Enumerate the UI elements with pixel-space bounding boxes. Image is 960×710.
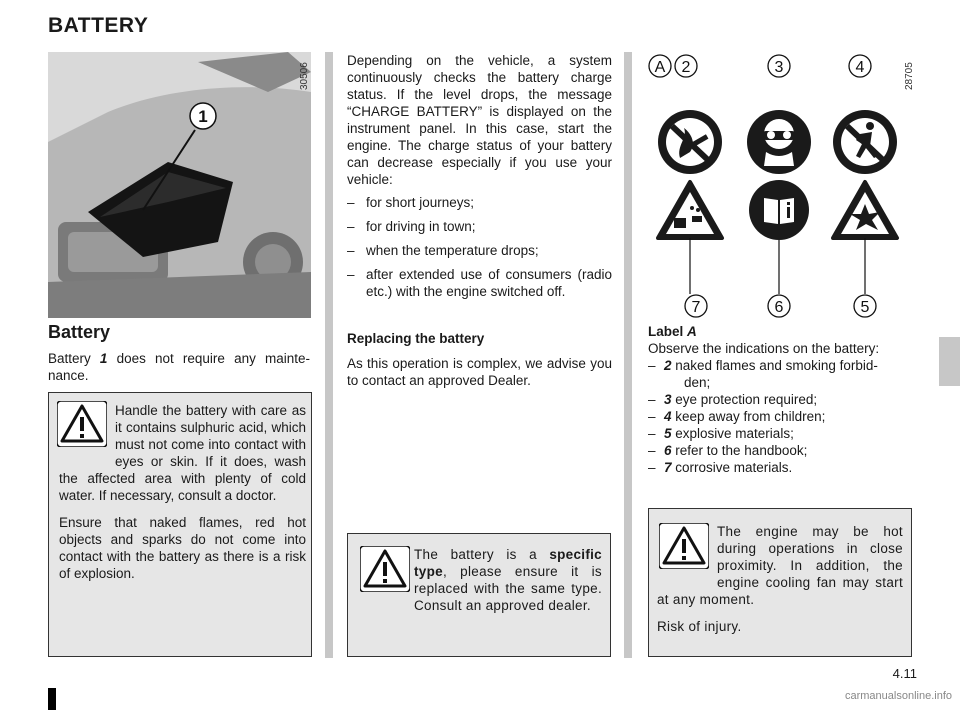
- label-a-intro: Observe the indications on the battery:: [648, 341, 880, 356]
- section-thumb-tab: [939, 337, 960, 386]
- page-title: BATTERY: [48, 14, 149, 37]
- no-flame-smoking-icon: [658, 110, 722, 174]
- list-item: – for short journeys;: [347, 195, 475, 210]
- page-number: 4.11: [892, 666, 917, 681]
- svg-text:3: 3: [774, 59, 784, 76]
- svg-text:6: 6: [774, 299, 784, 316]
- type-text-post: , please ensure it is replaced with the same type. Consult an approved dealer.: [414, 564, 602, 613]
- intro-number: 1: [99, 351, 108, 366]
- warning-box-acid: [48, 392, 312, 657]
- column-divider: [325, 52, 333, 658]
- warning-explosion-text: Ensure that naked flames, red hot objects and sparks do not come into contact with the battery as there is a risk of explosion.: [59, 515, 306, 581]
- list-item-continuation: den;: [684, 375, 711, 390]
- usage-list: [347, 194, 612, 307]
- corrosive-icon: [658, 182, 722, 238]
- type-text-bold: specific type: [414, 547, 602, 579]
- list-item: – 2 naked flames and smoking forbid-: [648, 358, 878, 373]
- eye-protection-icon: [747, 110, 811, 174]
- svg-text:2: 2: [681, 59, 691, 76]
- section-heading: Battery: [48, 322, 111, 342]
- list-item: – after extended use of consumers (radio etc.) with the engine switched off.: [347, 267, 612, 299]
- engine-warning-text: The engine may be hot during operations in close proximity. In addition, the engine cooling fan may start at any moment.: [657, 524, 903, 607]
- svg-text:4: 4: [855, 59, 865, 76]
- bottom-number-5: [854, 295, 876, 317]
- label-a-description: [648, 323, 913, 476]
- type-text-pre: The battery is a: [414, 547, 550, 562]
- battery-intro: [48, 350, 310, 384]
- explosive-icon: [833, 182, 897, 238]
- risk-text: Risk of injury.: [657, 619, 742, 634]
- list-item: – 4 keep away from children;: [648, 409, 826, 424]
- photo-ref: 30506: [299, 62, 310, 90]
- warning-box-engine: [648, 508, 912, 657]
- top-number-3: [768, 55, 790, 77]
- list-item: – 6 refer to the handbook;: [648, 443, 808, 458]
- top-number-4: [849, 55, 871, 77]
- svg-text:5: 5: [860, 299, 870, 316]
- engine-bay-illustration: [48, 52, 311, 318]
- intro-prefix: Battery: [48, 351, 100, 366]
- svg-text:7: 7: [691, 299, 701, 316]
- list-item: – 5 explosive materials;: [648, 426, 794, 441]
- figure-ref: 28705: [904, 62, 915, 90]
- bottom-number-7: [685, 295, 707, 317]
- engine-bay-photo: [48, 52, 311, 318]
- label-symbols-figure: [648, 48, 910, 320]
- list-item: – for driving in town;: [347, 219, 476, 234]
- warning-acid-text: Handle the battery with care as it contains sulphuric acid, which must not come into contact with eyes or skin. If it does, wash the affected area with plenty of cold water. If necessary, consult a doctor.: [59, 403, 306, 503]
- battery-label-figure: [648, 48, 910, 320]
- list-item: – 7 corrosive materials.: [648, 460, 793, 475]
- charge-status-text: Depending on the vehicle, a system continuously checks the battery charge status. If the level drops, the message “CHARGE BATTERY” is displayed on the instrument panel. In this case, start the engine. The charge status of your battery can decrease especially if you use your vehicle:: [347, 53, 612, 187]
- warning-box-battery-type: [347, 533, 611, 657]
- callout-number: 1: [198, 107, 208, 126]
- bottom-number-6: [768, 295, 790, 317]
- watermark: carmanualsonline.info: [844, 690, 952, 702]
- column-divider: [624, 52, 632, 658]
- handbook-icon: [749, 180, 809, 240]
- replacing-text: As this operation is complex, we advise you to contact an approved Dealer.: [347, 356, 612, 388]
- replacing-heading: Replacing the battery: [347, 331, 485, 346]
- list-item: – when the temperature drops;: [347, 243, 539, 258]
- keep-away-children-icon: [833, 110, 897, 174]
- intro-suffix: does not require any mainte-nance.: [48, 351, 310, 383]
- label-letter: A: [654, 59, 666, 76]
- top-number-2: [675, 55, 697, 77]
- label-a-heading: Label A: [648, 324, 697, 339]
- bottom-bar: [48, 688, 56, 710]
- list-item: – 3 eye protection required;: [648, 392, 818, 407]
